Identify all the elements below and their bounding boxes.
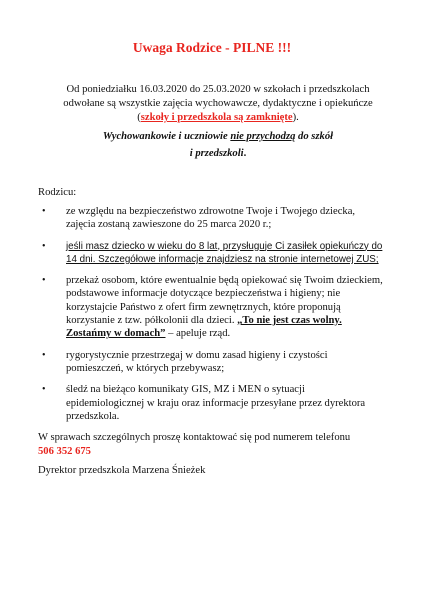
emphasis-after: do szkół	[295, 131, 334, 142]
intro-paragraph	[50, 83, 386, 125]
emphasis-before: Wychowankowie i uczniowie	[102, 131, 231, 142]
signature: Dyrektor przedszkola Marzena Śnieżek	[38, 465, 206, 476]
emphasis-line2: i przedszkoli	[189, 148, 244, 159]
bullet-icon: •	[42, 384, 46, 396]
bullet-list	[38, 205, 383, 431]
intro-end: ).	[292, 112, 299, 123]
bullet-icon: •	[42, 206, 46, 217]
list-item-text: rygorystycznie przestrzegaj w domu zasad higieny i czystości pomieszczeń, w których przebywasz;	[66, 349, 328, 374]
emphasis-paragraph	[60, 128, 376, 162]
phone-number: 506 352 675	[38, 446, 91, 457]
list-item-end: – apeluje rząd.	[165, 328, 231, 340]
bullet-icon: •	[42, 349, 46, 361]
bullet-icon: •	[42, 275, 46, 287]
list-item-text: jeśli masz dziecko w wieku do 8 lat, przysługuje Ci zasiłek opiekuńczy do 14 dni. Szczegółowe informacje znajdziesz na stronie internetowej ZUS;	[66, 240, 383, 265]
list-item-quote: „To nie jest czas wolny. Zostańmy w domach”	[66, 315, 342, 340]
list-item-text: śledź na bieżąco komunikaty GIS, MZ i MEN o sytuacji epidemiologicznej w kraju oraz informacje przesyłane przez dyrektora przedszkola.	[66, 384, 366, 422]
intro-text: Od poniedziałku 16.03.2020 do 25.03.2020 w szkołach i przedszkolach odwołane są wszystkie zajęcia wychowawcze, dydaktyczne i opiekuńcze (	[63, 84, 373, 123]
list-item	[38, 240, 383, 267]
emphasis-underlined: nie przychodzą	[230, 131, 296, 142]
page-title: Uwaga Rodzice - PILNE !!!	[132, 40, 292, 55]
list-item	[38, 383, 383, 423]
contact-paragraph	[38, 431, 398, 459]
list-item	[38, 205, 383, 232]
list-item	[38, 274, 383, 340]
list-item-text: przekaż osobom, które ewentualnie będą opiekować się Twoim dzieckiem, podstawowe informacje dotyczące bezpieczeństwa i higieny; nie korzystajcie Państwo z ofert firm zewnętrznych, które proponują korzystanie z tzw. półkolonii dla dzieci.	[66, 275, 383, 327]
bullet-icon: •	[42, 240, 46, 252]
list-item	[38, 349, 383, 376]
list-item-text: ze względu na bezpieczeństwo zdrowotne Twoje i Twojego dziecka, zajęcia zostaną zawieszone do 25 marca 2020 r.;	[66, 206, 356, 231]
contact-text: W sprawach szczególnych proszę kontaktować się pod numerem telefonu	[38, 432, 351, 443]
intro-highlight: szkoły i przedszkola są zamknięte	[140, 112, 293, 123]
emphasis-line2-end: .	[243, 148, 247, 159]
greeting: Rodzicu:	[38, 187, 77, 198]
